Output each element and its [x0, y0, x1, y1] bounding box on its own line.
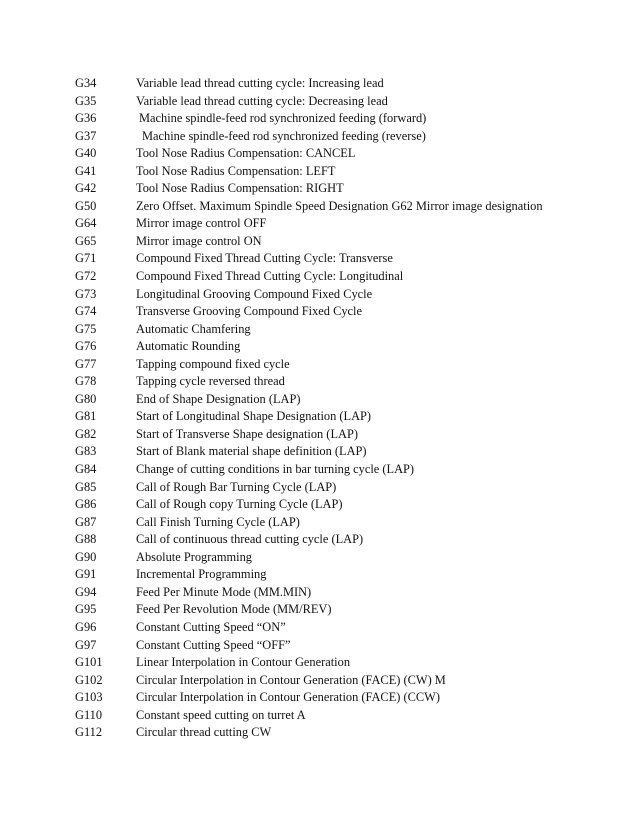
gcode-description: Start of Longitudinal Shape Designation (LAP)	[136, 409, 372, 424]
gcode-code: G96	[75, 619, 97, 634]
gcode-code: G76	[75, 339, 97, 354]
gcode-description: Variable lead thread cutting cycle: Decreasing lead	[136, 93, 388, 108]
gcode-code: G71	[75, 251, 97, 266]
gcode-code: G80	[75, 391, 97, 406]
list-item	[0, 75, 638, 93]
gcode-code: G95	[75, 602, 97, 617]
gcode-description: Machine spindle-feed rod synchronized feeding (forward)	[139, 111, 427, 126]
list-item	[0, 180, 638, 198]
list-item	[0, 145, 638, 163]
gcode-description: Constant Cutting Speed “OFF”	[136, 637, 291, 652]
gcode-code: G87	[75, 514, 97, 529]
gcode-code: G74	[75, 304, 97, 319]
gcode-code: G81	[75, 409, 97, 424]
gcode-description: Constant speed cutting on turret A	[136, 707, 306, 722]
gcode-code: G97	[75, 637, 97, 652]
gcode-code: G91	[75, 567, 97, 582]
gcode-code: G102	[75, 672, 103, 687]
list-item	[0, 215, 638, 233]
gcode-code: G41	[75, 163, 97, 178]
gcode-description: Compound Fixed Thread Cutting Cycle: Longitudinal	[136, 269, 404, 284]
gcode-code: G75	[75, 321, 97, 336]
gcode-code: G82	[75, 426, 97, 441]
gcode-description: Zero Offset. Maximum Spindle Speed Designation G62 Mirror image designation	[136, 198, 543, 213]
gcode-code: G35	[75, 93, 97, 108]
list-item	[0, 128, 638, 146]
gcode-code: G36	[75, 111, 97, 126]
gcode-description: Change of cutting conditions in bar turning cycle (LAP)	[136, 462, 415, 477]
list-item	[0, 391, 638, 409]
gcode-code: G90	[75, 549, 97, 564]
list-item	[0, 198, 638, 216]
gcode-list	[0, 75, 638, 742]
list-item	[0, 479, 638, 497]
gcode-code: G64	[75, 216, 97, 231]
gcode-description: Automatic Rounding	[136, 339, 241, 354]
gcode-description: Tapping compound fixed cycle	[136, 356, 290, 371]
list-item	[0, 584, 638, 602]
list-item	[0, 654, 638, 672]
list-item	[0, 93, 638, 111]
list-item	[0, 566, 638, 584]
gcode-description: Feed Per Minute Mode (MM.MIN)	[136, 584, 312, 599]
gcode-description: Call Finish Turning Cycle (LAP)	[136, 514, 300, 529]
gcode-description: Automatic Chamfering	[136, 321, 251, 336]
gcode-code: G40	[75, 146, 97, 161]
list-item	[0, 724, 638, 742]
gcode-description: Variable lead thread cutting cycle: Increasing lead	[136, 76, 384, 90]
gcode-code: G77	[75, 356, 97, 371]
gcode-description: Circular Interpolation in Contour Generation (FACE) (CCW)	[136, 690, 440, 705]
gcode-description: Linear Interpolation in Contour Generation	[136, 655, 351, 670]
gcode-description: Incremental Programming	[136, 567, 267, 582]
gcode-description: Circular Interpolation in Contour Generation (FACE) (CW) M	[136, 672, 446, 687]
gcode-code: G78	[75, 374, 97, 389]
gcode-description: Tool Nose Radius Compensation: RIGHT	[136, 181, 344, 196]
list-item	[0, 707, 638, 725]
list-item	[0, 496, 638, 514]
list-item	[0, 373, 638, 391]
list-item	[0, 531, 638, 549]
gcode-description: End of Shape Designation (LAP)	[136, 391, 301, 406]
gcode-code: G34	[75, 76, 97, 90]
gcode-description: Longitudinal Grooving Compound Fixed Cycle	[136, 286, 373, 301]
gcode-code: G65	[75, 233, 97, 248]
list-item	[0, 321, 638, 339]
list-item	[0, 601, 638, 619]
gcode-description: Transverse Grooving Compound Fixed Cycle	[136, 304, 363, 319]
gcode-description: Call of Rough copy Turning Cycle (LAP)	[136, 497, 343, 512]
gcode-description: Start of Blank material shape definition (LAP)	[136, 444, 367, 459]
gcode-code: G72	[75, 269, 97, 284]
gcode-code: G112	[75, 725, 103, 740]
gcode-code: G103	[75, 690, 103, 705]
list-item	[0, 233, 638, 251]
gcode-code: G73	[75, 286, 97, 301]
gcode-code: G84	[75, 462, 97, 477]
gcode-code: G37	[75, 128, 97, 143]
list-item	[0, 514, 638, 532]
gcode-code: G85	[75, 479, 97, 494]
list-item	[0, 426, 638, 444]
gcode-description: Tool Nose Radius Compensation: CANCEL	[136, 146, 356, 161]
gcode-description: Absolute Programming	[136, 549, 252, 564]
gcode-description: Start of Transverse Shape designation (LAP)	[136, 426, 358, 441]
list-item	[0, 356, 638, 374]
gcode-description: Mirror image control OFF	[136, 216, 267, 231]
list-item	[0, 338, 638, 356]
gcode-code: G83	[75, 444, 97, 459]
gcode-description: Compound Fixed Thread Cutting Cycle: Transverse	[136, 251, 393, 266]
list-item	[0, 549, 638, 567]
list-item	[0, 619, 638, 637]
gcode-description: Machine spindle-feed rod synchronized feeding (reverse)	[142, 128, 426, 143]
gcode-code: G86	[75, 497, 97, 512]
gcode-code: G101	[75, 655, 103, 670]
gcode-code: G110	[75, 707, 103, 722]
gcode-code: G88	[75, 532, 97, 547]
list-item	[0, 303, 638, 321]
list-item	[0, 689, 638, 707]
gcode-description: Tool Nose Radius Compensation: LEFT	[136, 163, 336, 178]
list-item	[0, 286, 638, 304]
list-item	[0, 250, 638, 268]
gcode-description: Tapping cycle reversed thread	[136, 374, 285, 389]
gcode-code: G94	[75, 584, 97, 599]
list-item	[0, 163, 638, 181]
list-item	[0, 110, 638, 128]
gcode-description: Mirror image control ON	[136, 233, 262, 248]
list-item	[0, 672, 638, 690]
gcode-code: G50	[75, 198, 97, 213]
gcode-description: Constant Cutting Speed “ON”	[136, 619, 286, 634]
list-item	[0, 443, 638, 461]
gcode-description: Circular thread cutting CW	[136, 725, 272, 740]
list-item	[0, 461, 638, 479]
gcode-description: Call of Rough Bar Turning Cycle (LAP)	[136, 479, 337, 494]
gcode-code: G42	[75, 181, 97, 196]
list-item	[0, 408, 638, 426]
gcode-description: Feed Per Revolution Mode (MM/REV)	[136, 602, 332, 617]
list-item	[0, 637, 638, 655]
gcode-description: Call of continuous thread cutting cycle (LAP)	[136, 532, 364, 547]
list-item	[0, 268, 638, 286]
